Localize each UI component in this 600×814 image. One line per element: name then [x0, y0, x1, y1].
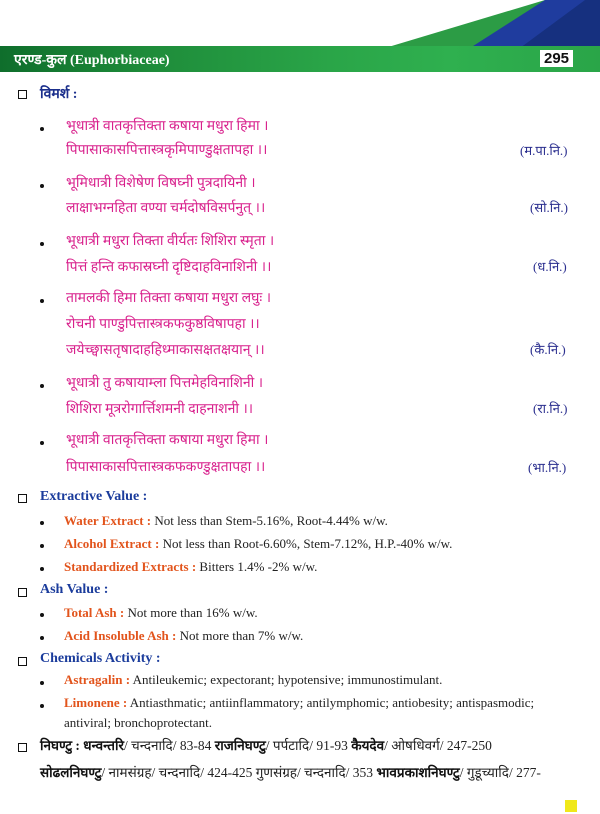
- item-text: Not more than 16% w/w.: [124, 605, 258, 620]
- list-bullet: [40, 567, 44, 571]
- verse-line: भूधात्री वातकृत्तिक्ता कषाया मधुरा हिमा ।: [66, 433, 269, 448]
- item-text: Not less than Stem-5.16%, Root-4.44% w/w.: [151, 513, 388, 528]
- verse-source: (म.पा.नि.): [520, 143, 568, 158]
- verse-line: जयेच्छ्वासतृषादाहहिध्माकासक्षतक्षयान् ।।: [66, 343, 265, 358]
- list-bullet: [40, 636, 44, 640]
- verse-bullet: [40, 441, 44, 445]
- nighantu-ref-text: / ओषधिवर्ग/ 247-250: [384, 738, 492, 753]
- item-term: Limonene :: [64, 695, 128, 710]
- item-term: Total Ash :: [64, 605, 125, 620]
- verse-bullet: [40, 242, 44, 246]
- list-bullet: [40, 544, 44, 548]
- verse-line: पिपासाकासपित्तास्त्रकफकण्डुक्षतापहा ।।: [66, 460, 266, 475]
- item-text: Not less than Root-6.60%, Stem-7.12%, H.P.-40% w/w.: [159, 536, 453, 551]
- nighantu-ref-text: / पर्पटादि/ 91-93: [265, 738, 352, 753]
- section-checkbox-vimarsha: [18, 90, 27, 99]
- chemical-item: [64, 672, 442, 688]
- ash-item: [64, 605, 258, 621]
- nighantu-ref-title: कैयदेव: [351, 738, 385, 753]
- verse-line: तामलकी हिमा तिक्ता कषाया मधुरा लघुः ।: [66, 291, 272, 306]
- ash-heading: Ash Value :: [40, 582, 109, 597]
- item-term: Astragalin :: [64, 672, 131, 687]
- nighantu-line-2: [40, 763, 541, 781]
- item-term: Water Extract :: [64, 513, 152, 528]
- verse-source: (रा.नि.): [533, 401, 568, 416]
- item-text: Not more than 7% w/w.: [176, 628, 304, 643]
- extractive-item: [64, 536, 452, 552]
- verse-line: पिपासाकासपित्तास्त्रकृमिपाण्डुक्षतापहा ।।: [66, 143, 268, 158]
- section-checkbox-chemicals: [18, 657, 27, 666]
- verse-line: भूधात्री तु कषायाम्ला पित्तमेहविनाशिनी ।: [66, 376, 264, 391]
- item-text: Antileukemic; expectorant; hypotensive; immunostimulant.: [130, 672, 443, 687]
- page-number: 295: [540, 50, 573, 67]
- vimarsha-heading: विमर्श :: [40, 87, 78, 102]
- nighantu-ref-title: भावप्रकाशनिघण्टु: [376, 765, 460, 780]
- verse-line: भूधात्री मधुरा तिक्ता वीर्यतः शिशिरा स्मृता ।: [66, 234, 275, 249]
- verse-source: (कै.नि.): [530, 342, 566, 357]
- chemicals-heading: Chemicals Activity :: [40, 651, 161, 666]
- chemical-item: [64, 695, 534, 711]
- list-bullet: [40, 681, 44, 685]
- item-term: Acid Insoluble Ash :: [64, 628, 177, 643]
- section-checkbox-nighantu: [18, 743, 27, 752]
- corner-marker: [565, 800, 577, 812]
- verse-line: पित्तं हन्ति कफास्रघ्नी दृष्टिदाहविनाशिनी ।।: [66, 260, 272, 275]
- chemical-item-continuation: antiviral; bronchoprotectant.: [64, 715, 213, 730]
- section-checkbox-extractive: [18, 494, 27, 503]
- list-bullet: [40, 704, 44, 708]
- verse-bullet: [40, 127, 44, 131]
- verse-source: (ध.नि.): [533, 259, 567, 274]
- nighantu-ref-text: / चन्दनादि/ 83-84: [124, 738, 215, 753]
- verse-line: रोचनी पाण्डुपित्तास्त्रकफकुष्ठविषापहा ।।: [66, 317, 260, 332]
- section-checkbox-ash: [18, 588, 27, 597]
- extractive-heading: Extractive Value :: [40, 489, 148, 504]
- nighantu-heading: निघण्टु :: [40, 738, 80, 753]
- nighantu-ref-text: / गुडूच्यादि/ 277-: [459, 765, 541, 780]
- extractive-item: [64, 513, 388, 529]
- item-text: Antiasthmatic; antiinflammatory; antilymphomic; antiobesity; antispasmodic;: [127, 695, 535, 710]
- verse-line: भूमिधात्री विशेषेण विषघ्नी पुत्रदायिनी ।: [66, 176, 256, 191]
- list-bullet: [40, 613, 44, 617]
- nighantu-ref-title: धन्वन्तरि: [83, 738, 124, 753]
- verse-line: लाक्षाभग्नहिता वण्या चर्मदोषविसर्पनुत् ।।: [66, 201, 266, 216]
- nighantu-ref-title: सोढलनिघण्टु: [40, 765, 102, 780]
- header-decoration: [0, 0, 600, 48]
- item-text: Bitters 1.4% -2% w/w.: [196, 559, 318, 574]
- header-title: एरण्ड-कुल (Euphorbiaceae): [14, 53, 170, 68]
- verse-line: भूधात्री वातकृत्तिक्ता कषाया मधुरा हिमा ।: [66, 119, 269, 134]
- verse-line: शिशिरा मूत्ररोगार्त्तिशमनी दाहनाशनी ।।: [66, 402, 254, 417]
- item-term: Standardized Extracts :: [64, 559, 197, 574]
- nighantu-ref-text: / नामसंग्रह/ चन्दनादि/ 424-425 गुणसंग्रह/ चन्दनादि/ 353: [101, 765, 377, 780]
- verse-bullet: [40, 384, 44, 388]
- verse-source: (सो.नि.): [530, 200, 568, 215]
- item-term: Alcohol Extract :: [64, 536, 160, 551]
- page-header: [0, 0, 600, 70]
- verse-bullet: [40, 184, 44, 188]
- verse-source: (भा.नि.): [528, 460, 567, 475]
- list-bullet: [40, 521, 44, 525]
- nighantu-line-1: [40, 736, 492, 754]
- verse-bullet: [40, 299, 44, 303]
- nighantu-ref-title: राजनिघण्टु: [214, 738, 266, 753]
- extractive-item: [64, 559, 317, 575]
- ash-item: [64, 628, 303, 644]
